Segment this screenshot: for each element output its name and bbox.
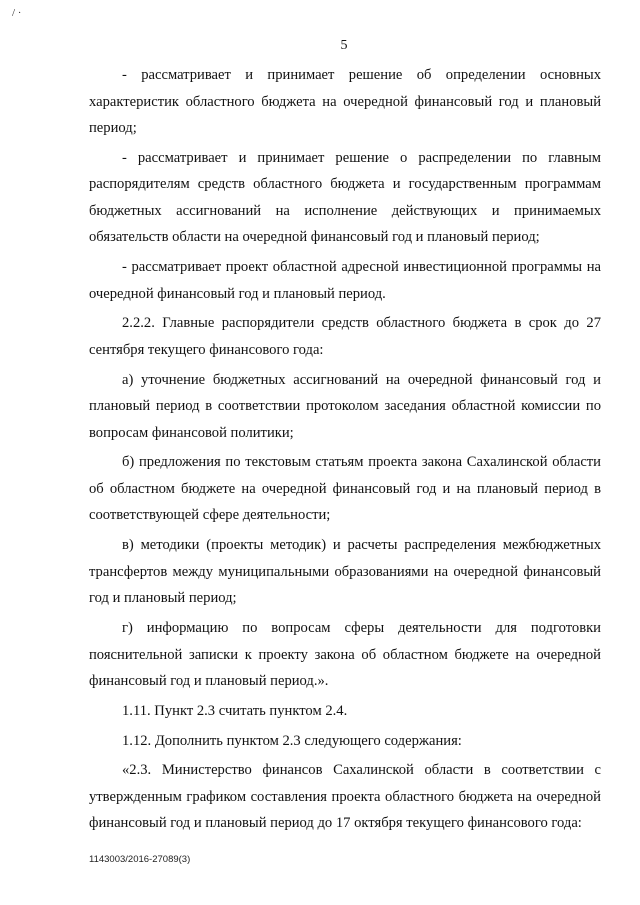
- paragraph-item-g: г) информацию по вопросам сферы деятельности для подготовки пояснительной записки к проекту закона об областном бюджете на очередной финансовый год и плановый период.».: [89, 620, 601, 690]
- paragraph-1-12: 1.12. Дополнить пунктом 2.3 следующего содержания:: [122, 732, 462, 749]
- paragraph-item-b: б) предложения по текстовым статьям проекта закона Сахалинской области об областном бюджете на очередной финансовый год и на плановый период в соответствующей сфере деятельности;: [89, 454, 601, 524]
- scan-mark: / ·: [12, 7, 22, 19]
- paragraph-characteristics: - рассматривает и принимает решение об определении основных характеристик областного бюджета на очередной финансовый год и плановый период;: [89, 67, 601, 136]
- paragraph-item-a: а) уточнение бюджетных ассигнований на очередной финансовый год и плановый период в соответствии протоколом заседания областной комиссии по вопросам финансовой политики;: [89, 371, 601, 441]
- paragraph-1-11: 1.11. Пункт 2.3 считать пунктом 2.4.: [122, 702, 348, 719]
- page-number: 5: [340, 38, 348, 53]
- paragraph-2-2-2: 2.2.2. Главные распорядители средств областного бюджета в срок до 27 сентября текущего финансового года:: [89, 315, 601, 358]
- document-body: [89, 62, 601, 840]
- paragraph-item-v: в) методики (проекты методик) и расчеты распределения межбюджетных трансфертов между муниципальными образованиями на очередной финансовый год и плановый период;: [89, 537, 601, 607]
- paragraph-investment-program: - рассматривает проект областной адресной инвестиционной программы на очередной финансовый год и плановый период.: [89, 259, 601, 302]
- document-code: 1143003/2016-27089(3): [89, 854, 191, 865]
- paragraph-distribution: - рассматривает и принимает решение о распределении по главным распорядителям средств областного бюджета и государственным программам бюджетных ассигнований на исполнение действующих и принимаемых обязательств области на очередной финансовый год и плановый период;: [89, 149, 601, 246]
- paragraph-2-3: «2.3. Министерство финансов Сахалинской области в соответствии с утвержденным графиком составления проекта областного бюджета на очередной финансовый год и плановый период до 17 октября текущего финансового года:: [89, 762, 601, 832]
